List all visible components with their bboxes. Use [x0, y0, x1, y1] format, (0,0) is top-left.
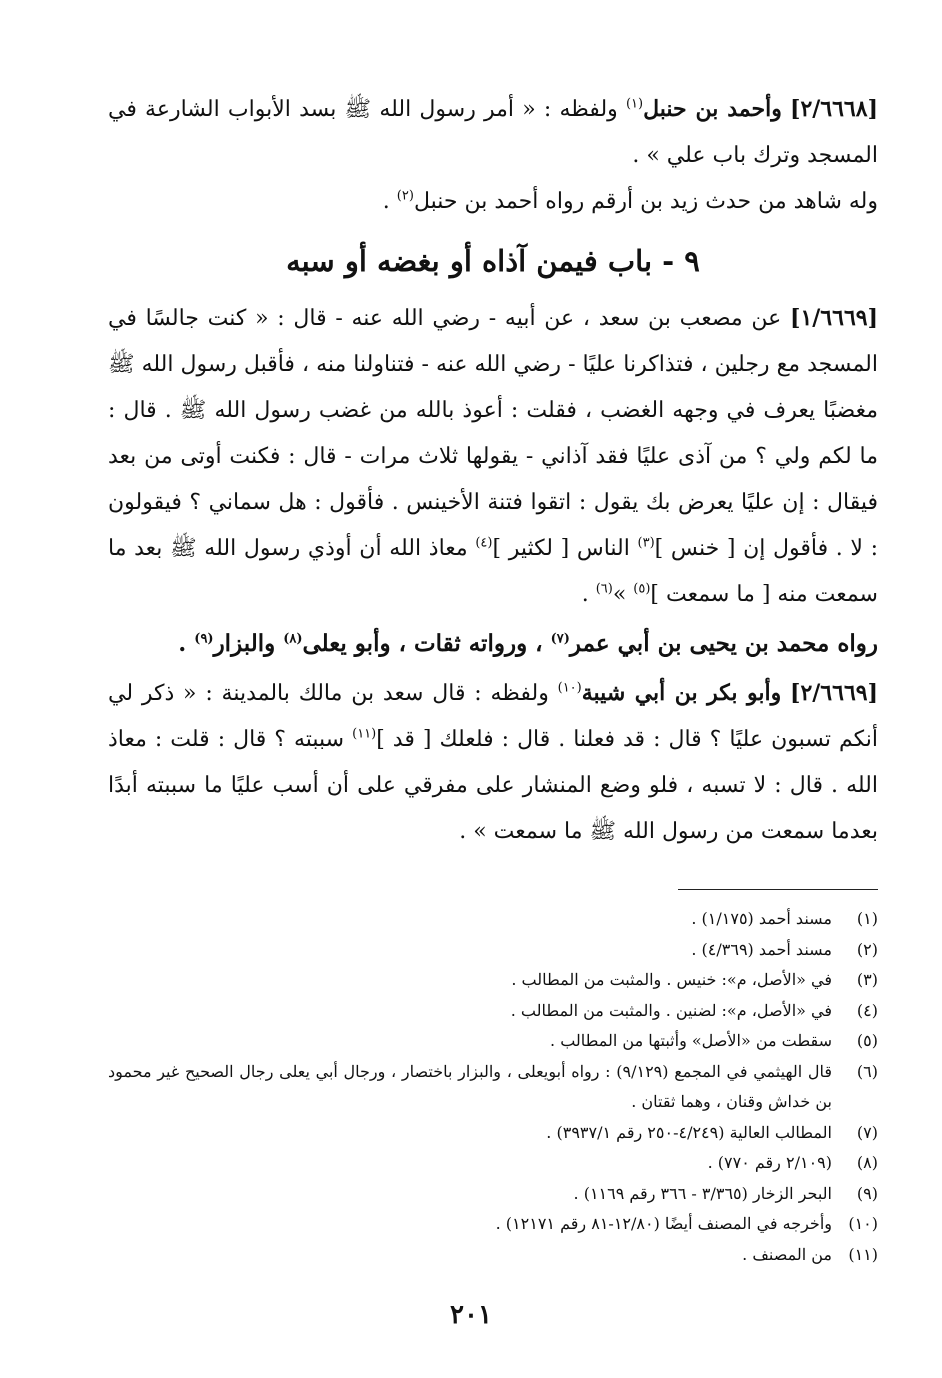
source-text: رواه محمد بن يحيى بن أبي عمر: [569, 630, 878, 657]
page-number: ٢٠١: [450, 1300, 492, 1330]
footnote-number: (٧): [856, 1122, 878, 1142]
hadith-text: ولفظه : « أمر رسول الله ﷺ بسد الأبواب الشارعة في المسجد وترك باب علي » .: [108, 97, 878, 168]
footnote-marker: (٢): [396, 188, 414, 204]
hadith-paragraph-2-6669: [108, 670, 878, 855]
footnote-text: وأخرجه في المصنف أيضًا (١٢/٨٠-٨١ رقم ١٢١٧١) .: [495, 1214, 832, 1233]
evidence-text: وله شاهد من حدث زيد بن أرقم رواه أحمد بن حنبل: [413, 189, 878, 214]
footnote-item: [108, 1179, 878, 1210]
footnote-text: من المصنف .: [742, 1244, 832, 1264]
footnote-item: [108, 1240, 878, 1271]
footnote-text: في «الأصل، م»: خنيس . والمثبت من المطالب .: [511, 970, 832, 989]
footnote-item: [108, 1148, 878, 1179]
footnote-number: (٢): [856, 939, 878, 959]
footnote-marker: (٣): [637, 535, 655, 551]
footnote-number: (٩): [856, 1183, 878, 1203]
footnote-item: [108, 1057, 878, 1118]
footnote-text: (٢/١٠٩ رقم ٧٧٠) .: [707, 1153, 832, 1172]
footnote-marker: (٩): [194, 631, 214, 647]
hadith-text: معاذ الله أن أوذي رسول الله ﷺ بعد ما سمعت منه [ ما سمعت ]: [108, 536, 878, 607]
hadith-text: عن مصعب بن سعد ، عن أبيه - رضي الله عنه - قال : « كنت جالسًا في المسجد مع رجلين ، فتذاكرنا عليًا - رضي الله عنه - فتناولنا منه ، فأقبل رسول الله ﷺ مغضبًا يعرف في وجهه الغضب ، فقلت : أعوذ بالله من غضب رسول الله ﷺ . قال : ما لكم ولي ؟ من آذى عليًا فقد آذاني - يقولها ثلاث مرات - قال : فكنت أوتى من بعد فيقال : إن عليًا يعرض بك يقول : اتقوا فتنة الأخينس . فأقول : هل سماني ؟ فيقولون : لا . فأقول إن [ خنس ]: [108, 306, 878, 561]
footnote-number: (٥): [856, 1031, 878, 1050]
footnote-item: [108, 965, 878, 996]
footnote-text: المطالب العالية (٤/٢٤٩-٢٥٠ رقم ٣٩٣٧/١) .: [546, 1122, 832, 1142]
footnote-number: (٨): [856, 1153, 878, 1172]
hadith-text: سببته ؟ قال : قلت : معاذ الله . قال : لا تسبه ، فلو وضع المنشار على مفرقي على أن أسب عليًا ما سببته أبدًا بعدما سمعت من رسول الله ﷺ ما سمعت » .: [108, 727, 878, 844]
narrator-name: وأبو بكر بن أبي شيبة: [581, 680, 782, 706]
footnote-marker: (١٠): [557, 680, 582, 696]
footnote-item: [108, 1026, 878, 1057]
footnote-number: (١): [856, 909, 878, 928]
footnote-text: قال الهيثمي في المجمع (٩/١٢٩) : رواه أبويعلى ، والبزار باختصار ، ورجال أبي يعلى رجال الصحيح غير محمود بن خداش وقنان ، وهما ثقتان .: [108, 1061, 832, 1111]
footnote-marker: (٨): [283, 631, 303, 647]
footnote-marker: (٦): [595, 581, 613, 597]
footnote-text: البحر الزخار (٣/٣٦٥ - ٣٦٦ رقم ١١٦٩) .: [573, 1183, 832, 1203]
footnote-divider: [678, 889, 878, 890]
footnote-marker: (١١): [352, 726, 377, 742]
supporting-evidence-line: [108, 179, 878, 225]
hadith-ref: [١/٦٦٦٩]: [790, 305, 878, 331]
source-text: والبزار: [213, 630, 284, 657]
footnote-item: [108, 1209, 878, 1240]
footnote-text: مسند أحمد (٤/٣٦٩) .: [691, 939, 832, 959]
footnotes-list: [108, 904, 878, 1270]
hadith-text: »: [612, 582, 634, 607]
footnote-marker: (٤): [475, 535, 493, 551]
footnote-number: (٦): [856, 1061, 878, 1081]
footnote-item: [108, 935, 878, 966]
footnote-marker: (٥): [633, 581, 651, 597]
source-text: .: [178, 630, 195, 657]
source-text: ، ورواته ثقات ، وأبو يعلى: [302, 630, 551, 657]
footnote-item: [108, 904, 878, 935]
narrator-name: وأحمد بن حنبل: [643, 96, 782, 122]
chapter-heading: ٩ - باب فيمن آذاه أو بغضه أو سبه: [286, 244, 700, 278]
footnote-number: (١١): [848, 1244, 878, 1264]
footnote-text: مسند أحمد (١/١٧٥) .: [691, 909, 832, 928]
footnote-text: سقطت من «الأصل» وأثبتها من المطالب .: [550, 1031, 832, 1050]
hadith-text: .: [581, 582, 596, 607]
narration-source-line: [108, 618, 878, 670]
hadith-paragraph-2-6668: [108, 86, 878, 179]
footnote-text: في «الأصل، م»: لضنين . والمثبت من المطالب .: [510, 1000, 832, 1020]
footnote-number: (١٠): [848, 1214, 878, 1233]
hadith-text: الناس [ لكثير ]: [492, 536, 638, 561]
hadith-ref: [٢/٦٦٦٨]: [790, 96, 878, 122]
hadith-text: ولفظه : قال سعد بن مالك بالمدينة : « ذكر لي أنكم تسبون عليًا ؟ قال : قد فعلنا . قال : فلعلك [ قد ]: [108, 681, 879, 752]
footnote-marker: (١): [625, 96, 644, 112]
footnote-number: (٣): [856, 970, 878, 989]
hadith-ref: [٢/٦٦٦٩]: [790, 680, 878, 706]
footnote-item: [108, 996, 878, 1027]
footnote-item: [108, 1118, 878, 1149]
footnote-number: (٤): [856, 1000, 878, 1020]
footnote-marker: (٧): [550, 631, 570, 647]
hadith-paragraph-1-6669: [108, 295, 878, 618]
evidence-end: .: [382, 189, 397, 214]
